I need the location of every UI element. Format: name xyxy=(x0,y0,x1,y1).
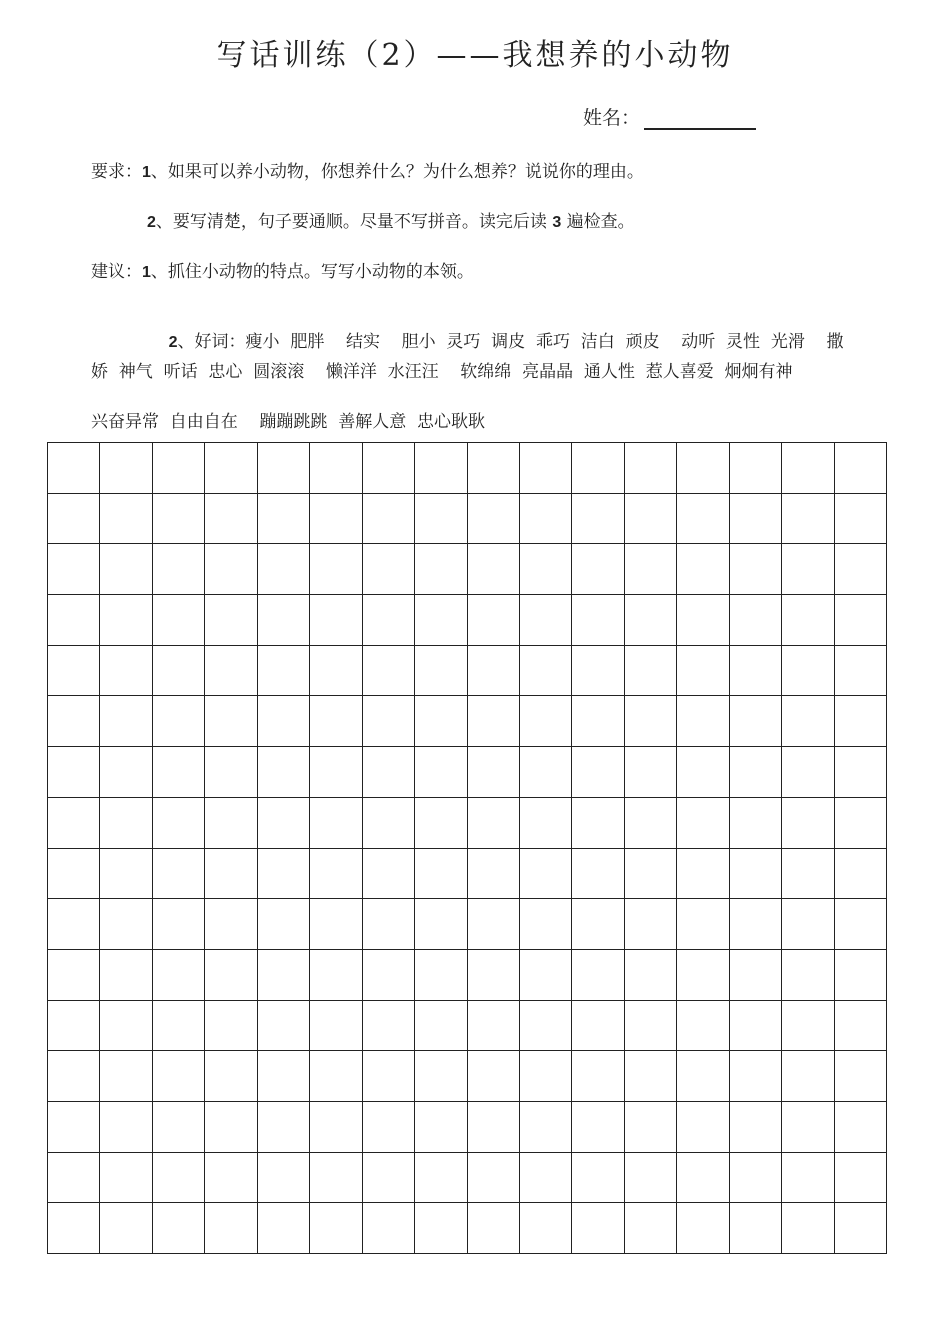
grid-cell[interactable] xyxy=(258,950,310,1001)
grid-cell[interactable] xyxy=(100,950,152,1001)
grid-cell[interactable] xyxy=(153,1203,205,1254)
grid-cell[interactable] xyxy=(572,494,624,545)
grid-cell[interactable] xyxy=(363,544,415,595)
grid-cell[interactable] xyxy=(835,798,887,849)
grid-cell[interactable] xyxy=(153,747,205,798)
grid-cell[interactable] xyxy=(730,950,782,1001)
grid-cell[interactable] xyxy=(835,1153,887,1204)
grid-cell[interactable] xyxy=(520,798,572,849)
grid-cell[interactable] xyxy=(415,747,467,798)
grid-cell[interactable] xyxy=(153,646,205,697)
grid-cell[interactable] xyxy=(258,443,310,494)
grid-cell[interactable] xyxy=(153,849,205,900)
grid-cell[interactable] xyxy=(730,696,782,747)
grid-cell[interactable] xyxy=(572,1102,624,1153)
grid-cell[interactable] xyxy=(730,849,782,900)
grid-cell[interactable] xyxy=(48,696,100,747)
grid-cell[interactable] xyxy=(468,494,520,545)
grid-cell[interactable] xyxy=(258,849,310,900)
grid-cell[interactable] xyxy=(835,544,887,595)
grid-cell[interactable] xyxy=(625,899,677,950)
grid-cell[interactable] xyxy=(415,595,467,646)
grid-cell[interactable] xyxy=(205,1001,257,1052)
grid-cell[interactable] xyxy=(153,1051,205,1102)
grid-cell[interactable] xyxy=(48,646,100,697)
grid-cell[interactable] xyxy=(625,1203,677,1254)
grid-cell[interactable] xyxy=(625,798,677,849)
grid-cell[interactable] xyxy=(520,1203,572,1254)
page-title: 写话训练（2）——我想养的小动物 xyxy=(216,38,734,73)
grid-cell[interactable] xyxy=(153,1153,205,1204)
name-label: 姓名： xyxy=(583,107,641,129)
grid-cell[interactable] xyxy=(730,544,782,595)
grid-cell[interactable] xyxy=(258,1102,310,1153)
grid-cell[interactable] xyxy=(205,798,257,849)
grid-cell[interactable] xyxy=(730,595,782,646)
grid-cell[interactable] xyxy=(415,443,467,494)
grid-cell[interactable] xyxy=(363,899,415,950)
grid-cell[interactable] xyxy=(468,798,520,849)
grid-cell[interactable] xyxy=(468,1001,520,1052)
good-words-line-1: 、好词：瘦小 肥胖 结实 胆小 灵巧 调皮 乖巧 洁白 顽皮 动听 灵性 光滑 撒 xyxy=(177,332,844,352)
grid-cell[interactable] xyxy=(520,849,572,900)
grid-cell[interactable] xyxy=(153,1001,205,1052)
grid-cell[interactable] xyxy=(468,696,520,747)
grid-cell[interactable] xyxy=(415,646,467,697)
grid-cell[interactable] xyxy=(625,849,677,900)
grid-cell[interactable] xyxy=(625,443,677,494)
grid-cell[interactable] xyxy=(205,696,257,747)
grid-cell[interactable] xyxy=(48,1102,100,1153)
grid-cell[interactable] xyxy=(415,544,467,595)
grid-cell[interactable] xyxy=(520,1102,572,1153)
requirement-1 xyxy=(91,157,644,182)
grid-cell[interactable] xyxy=(48,1051,100,1102)
grid-cell[interactable] xyxy=(572,899,624,950)
grid-cell[interactable] xyxy=(677,950,729,1001)
grid-cell[interactable] xyxy=(835,747,887,798)
grid-cell[interactable] xyxy=(572,1051,624,1102)
grid-cell[interactable] xyxy=(625,646,677,697)
grid-cell[interactable] xyxy=(363,849,415,900)
grid-cell[interactable] xyxy=(310,494,362,545)
grid-cell[interactable] xyxy=(363,494,415,545)
grid-cell[interactable] xyxy=(363,747,415,798)
grid-cell[interactable] xyxy=(363,1102,415,1153)
grid-cell[interactable] xyxy=(153,696,205,747)
grid-cell[interactable] xyxy=(258,595,310,646)
grid-cell[interactable] xyxy=(835,950,887,1001)
requirement-2-number: 2 xyxy=(147,214,156,231)
grid-cell[interactable] xyxy=(677,747,729,798)
grid-cell[interactable] xyxy=(468,1102,520,1153)
grid-cell[interactable] xyxy=(625,1001,677,1052)
grid-cell[interactable] xyxy=(205,899,257,950)
grid-cell[interactable] xyxy=(520,747,572,798)
grid-cell[interactable] xyxy=(48,1153,100,1204)
grid-cell[interactable] xyxy=(468,849,520,900)
grid-cell[interactable] xyxy=(363,1153,415,1204)
grid-cell[interactable] xyxy=(782,1051,834,1102)
grid-cell[interactable] xyxy=(415,1051,467,1102)
grid-cell[interactable] xyxy=(468,595,520,646)
grid-cell[interactable] xyxy=(835,899,887,950)
grid-cell[interactable] xyxy=(520,443,572,494)
grid-cell[interactable] xyxy=(310,646,362,697)
grid-cell[interactable] xyxy=(520,696,572,747)
grid-cell[interactable] xyxy=(100,1001,152,1052)
grid-cell[interactable] xyxy=(835,849,887,900)
grid-cell[interactable] xyxy=(520,1051,572,1102)
grid-cell[interactable] xyxy=(677,1102,729,1153)
grid-cell[interactable] xyxy=(363,443,415,494)
grid-cell[interactable] xyxy=(205,544,257,595)
grid-cell[interactable] xyxy=(520,646,572,697)
grid-cell[interactable] xyxy=(100,443,152,494)
grid-cell[interactable] xyxy=(363,1051,415,1102)
grid-cell[interactable] xyxy=(835,1001,887,1052)
grid-cell[interactable] xyxy=(835,1203,887,1254)
grid-cell[interactable] xyxy=(258,696,310,747)
grid-cell[interactable] xyxy=(310,1153,362,1204)
grid-cell[interactable] xyxy=(205,1203,257,1254)
grid-cell[interactable] xyxy=(468,899,520,950)
grid-cell[interactable] xyxy=(363,696,415,747)
requirements-label: 要求： xyxy=(91,162,142,182)
grid-cell[interactable] xyxy=(468,1203,520,1254)
grid-cell[interactable] xyxy=(48,595,100,646)
grid-cell[interactable] xyxy=(310,899,362,950)
grid-cell[interactable] xyxy=(572,747,624,798)
grid-cell[interactable] xyxy=(730,1153,782,1204)
grid-cell[interactable] xyxy=(572,1001,624,1052)
grid-cell[interactable] xyxy=(415,1102,467,1153)
grid-cell[interactable] xyxy=(782,696,834,747)
grid-cell[interactable] xyxy=(782,494,834,545)
name-field xyxy=(583,100,756,130)
good-words-line-2: 娇 神气 听话 忠心 圆滚滚 懒洋洋 水汪汪 软绵绵 亮晶晶 通人性 惹人喜爱 炯炯有神 xyxy=(91,362,793,382)
grid-cell[interactable] xyxy=(625,950,677,1001)
grid-cell[interactable] xyxy=(100,595,152,646)
grid-cell[interactable] xyxy=(835,646,887,697)
grid-cell[interactable] xyxy=(48,1001,100,1052)
grid-cell[interactable] xyxy=(310,1203,362,1254)
grid-cell[interactable] xyxy=(782,1203,834,1254)
grid-cell[interactable] xyxy=(730,798,782,849)
grid-cell[interactable] xyxy=(782,646,834,697)
requirement-1-number: 1 xyxy=(142,164,151,181)
requirement-2-count: 3 xyxy=(552,214,562,231)
grid-cell[interactable] xyxy=(572,1203,624,1254)
grid-cell[interactable] xyxy=(730,494,782,545)
grid-cell[interactable] xyxy=(415,1153,467,1204)
grid-cell[interactable] xyxy=(153,494,205,545)
requirement-2-text: 、要写清楚，句子要通顺。尽量不写拼音。读完后读 xyxy=(155,212,553,232)
grid-cell[interactable] xyxy=(363,1203,415,1254)
grid-cell[interactable] xyxy=(205,747,257,798)
grid-cell[interactable] xyxy=(363,1001,415,1052)
grid-cell[interactable] xyxy=(310,443,362,494)
grid-cell[interactable] xyxy=(730,899,782,950)
grid-cell[interactable] xyxy=(205,1051,257,1102)
grid-cell[interactable] xyxy=(153,1102,205,1153)
grid-cell[interactable] xyxy=(100,1203,152,1254)
grid-cell[interactable] xyxy=(153,544,205,595)
grid-cell[interactable] xyxy=(625,1153,677,1204)
grid-cell[interactable] xyxy=(258,646,310,697)
grid-cell[interactable] xyxy=(100,798,152,849)
grid-cell[interactable] xyxy=(835,696,887,747)
grid-cell[interactable] xyxy=(468,646,520,697)
grid-cell[interactable] xyxy=(100,494,152,545)
grid-cell[interactable] xyxy=(782,595,834,646)
grid-cell[interactable] xyxy=(677,849,729,900)
grid-cell[interactable] xyxy=(677,646,729,697)
grid-cell[interactable] xyxy=(572,950,624,1001)
grid-cell[interactable] xyxy=(520,1001,572,1052)
grid-cell[interactable] xyxy=(677,1001,729,1052)
grid-cell[interactable] xyxy=(730,1102,782,1153)
grid-cell[interactable] xyxy=(48,747,100,798)
grid-cell[interactable] xyxy=(48,849,100,900)
grid-cell[interactable] xyxy=(677,696,729,747)
grid-cell[interactable] xyxy=(782,1153,834,1204)
grid-cell[interactable] xyxy=(100,849,152,900)
grid-cell[interactable] xyxy=(730,747,782,798)
grid-cell[interactable] xyxy=(677,595,729,646)
grid-cell[interactable] xyxy=(468,747,520,798)
suggestion-2-number: 2 xyxy=(168,334,178,351)
grid-cell[interactable] xyxy=(835,1051,887,1102)
grid-cell[interactable] xyxy=(415,899,467,950)
grid-cell[interactable] xyxy=(205,646,257,697)
grid-cell[interactable] xyxy=(310,696,362,747)
grid-cell[interactable] xyxy=(782,950,834,1001)
grid-cell[interactable] xyxy=(782,1001,834,1052)
writing-grid xyxy=(47,442,887,1254)
grid-cell[interactable] xyxy=(572,849,624,900)
grid-cell[interactable] xyxy=(625,544,677,595)
grid-cell[interactable] xyxy=(258,747,310,798)
requirement-2-text-end: 遍检查。 xyxy=(561,212,635,232)
grid-cell[interactable] xyxy=(782,747,834,798)
grid-cell[interactable] xyxy=(782,544,834,595)
grid-cell[interactable] xyxy=(310,798,362,849)
grid-cell[interactable] xyxy=(48,950,100,1001)
grid-cell[interactable] xyxy=(625,494,677,545)
requirement-2 xyxy=(147,207,635,232)
grid-cell[interactable] xyxy=(258,798,310,849)
grid-cell[interactable] xyxy=(153,899,205,950)
grid-cell[interactable] xyxy=(48,1203,100,1254)
grid-cell[interactable] xyxy=(258,494,310,545)
suggestion-1-text: 、抓住小动物的特点。写写小动物的本领。 xyxy=(150,262,474,282)
grid-cell[interactable] xyxy=(205,1102,257,1153)
grid-cell[interactable] xyxy=(48,798,100,849)
grid-cell[interactable] xyxy=(363,646,415,697)
grid-cell[interactable] xyxy=(415,494,467,545)
grid-cell[interactable] xyxy=(310,849,362,900)
grid-cell[interactable] xyxy=(572,595,624,646)
grid-cell[interactable] xyxy=(468,950,520,1001)
grid-cell[interactable] xyxy=(677,443,729,494)
grid-cell[interactable] xyxy=(677,798,729,849)
requirement-1-text: 、如果可以养小动物，你想养什么？为什么想养？说说你的理由。 xyxy=(150,162,644,182)
grid-cell[interactable] xyxy=(48,544,100,595)
grid-cell[interactable] xyxy=(730,1051,782,1102)
grid-cell[interactable] xyxy=(572,544,624,595)
grid-cell[interactable] xyxy=(625,696,677,747)
grid-cell[interactable] xyxy=(677,494,729,545)
grid-cell[interactable] xyxy=(730,443,782,494)
grid-cell[interactable] xyxy=(100,1102,152,1153)
grid-cell[interactable] xyxy=(153,798,205,849)
grid-cell[interactable] xyxy=(625,595,677,646)
grid-cell[interactable] xyxy=(572,1153,624,1204)
grid-cell[interactable] xyxy=(100,696,152,747)
name-blank-line[interactable] xyxy=(644,100,756,130)
grid-cell[interactable] xyxy=(310,747,362,798)
grid-cell[interactable] xyxy=(205,494,257,545)
grid-cell[interactable] xyxy=(782,798,834,849)
grid-cell[interactable] xyxy=(205,595,257,646)
grid-cell[interactable] xyxy=(520,544,572,595)
grid-cell[interactable] xyxy=(782,1102,834,1153)
grid-cell[interactable] xyxy=(363,950,415,1001)
grid-cell[interactable] xyxy=(520,494,572,545)
grid-cell[interactable] xyxy=(310,544,362,595)
grid-cell[interactable] xyxy=(153,443,205,494)
grid-cell[interactable] xyxy=(468,1153,520,1204)
grid-cell[interactable] xyxy=(572,798,624,849)
grid-cell[interactable] xyxy=(258,1001,310,1052)
grid-cell[interactable] xyxy=(153,595,205,646)
grid-cell[interactable] xyxy=(677,544,729,595)
grid-cell[interactable] xyxy=(415,1203,467,1254)
grid-cell[interactable] xyxy=(415,1001,467,1052)
grid-cell[interactable] xyxy=(258,1153,310,1204)
grid-cell[interactable] xyxy=(520,950,572,1001)
grid-cell[interactable] xyxy=(782,849,834,900)
grid-cell[interactable] xyxy=(258,1203,310,1254)
grid-cell[interactable] xyxy=(310,1001,362,1052)
grid-cell[interactable] xyxy=(625,747,677,798)
grid-cell[interactable] xyxy=(205,1153,257,1204)
grid-cell[interactable] xyxy=(310,1102,362,1153)
grid-cell[interactable] xyxy=(100,646,152,697)
grid-cell[interactable] xyxy=(258,1051,310,1102)
grid-cell[interactable] xyxy=(48,494,100,545)
grid-cell[interactable] xyxy=(572,646,624,697)
grid-cell[interactable] xyxy=(730,1001,782,1052)
grid-cell[interactable] xyxy=(48,899,100,950)
grid-cell[interactable] xyxy=(468,1051,520,1102)
suggestion-1-number: 1 xyxy=(142,264,151,281)
grid-cell[interactable] xyxy=(310,595,362,646)
grid-cell[interactable] xyxy=(205,443,257,494)
grid-cell[interactable] xyxy=(677,1051,729,1102)
grid-cell[interactable] xyxy=(782,899,834,950)
grid-cell[interactable] xyxy=(100,1153,152,1204)
grid-cell[interactable] xyxy=(363,798,415,849)
grid-cell[interactable] xyxy=(520,899,572,950)
grid-cell[interactable] xyxy=(100,544,152,595)
grid-cell[interactable] xyxy=(258,899,310,950)
suggestion-1 xyxy=(91,257,474,282)
grid-cell[interactable] xyxy=(835,443,887,494)
suggestions-label: 建议： xyxy=(91,262,142,282)
grid-cell[interactable] xyxy=(153,950,205,1001)
grid-cell[interactable] xyxy=(100,899,152,950)
grid-cell[interactable] xyxy=(520,1153,572,1204)
grid-cell[interactable] xyxy=(100,1051,152,1102)
grid-cell[interactable] xyxy=(415,950,467,1001)
grid-cell[interactable] xyxy=(205,849,257,900)
grid-cell[interactable] xyxy=(677,1203,729,1254)
grid-cell[interactable] xyxy=(520,595,572,646)
grid-cell[interactable] xyxy=(100,747,152,798)
grid-cell[interactable] xyxy=(415,696,467,747)
grid-cell[interactable] xyxy=(258,544,310,595)
grid-cell[interactable] xyxy=(415,798,467,849)
grid-cell[interactable] xyxy=(572,443,624,494)
grid-cell[interactable] xyxy=(677,1153,729,1204)
grid-cell[interactable] xyxy=(835,1102,887,1153)
grid-cell[interactable] xyxy=(310,950,362,1001)
grid-cell[interactable] xyxy=(415,849,467,900)
grid-cell[interactable] xyxy=(468,544,520,595)
grid-cell[interactable] xyxy=(782,443,834,494)
grid-cell[interactable] xyxy=(363,595,415,646)
grid-cell[interactable] xyxy=(48,443,100,494)
grid-cell[interactable] xyxy=(468,443,520,494)
grid-cell[interactable] xyxy=(572,696,624,747)
grid-cell[interactable] xyxy=(310,1051,362,1102)
grid-cell[interactable] xyxy=(835,494,887,545)
grid-cell[interactable] xyxy=(730,1203,782,1254)
grid-cell[interactable] xyxy=(625,1102,677,1153)
grid-cell[interactable] xyxy=(205,950,257,1001)
grid-cell[interactable] xyxy=(625,1051,677,1102)
grid-cell[interactable] xyxy=(835,595,887,646)
grid-cell[interactable] xyxy=(677,899,729,950)
good-words-line-3: 兴奋异常 自由自在 蹦蹦跳跳 善解人意 忠心耿耿 xyxy=(91,412,486,432)
grid-cell[interactable] xyxy=(730,646,782,697)
